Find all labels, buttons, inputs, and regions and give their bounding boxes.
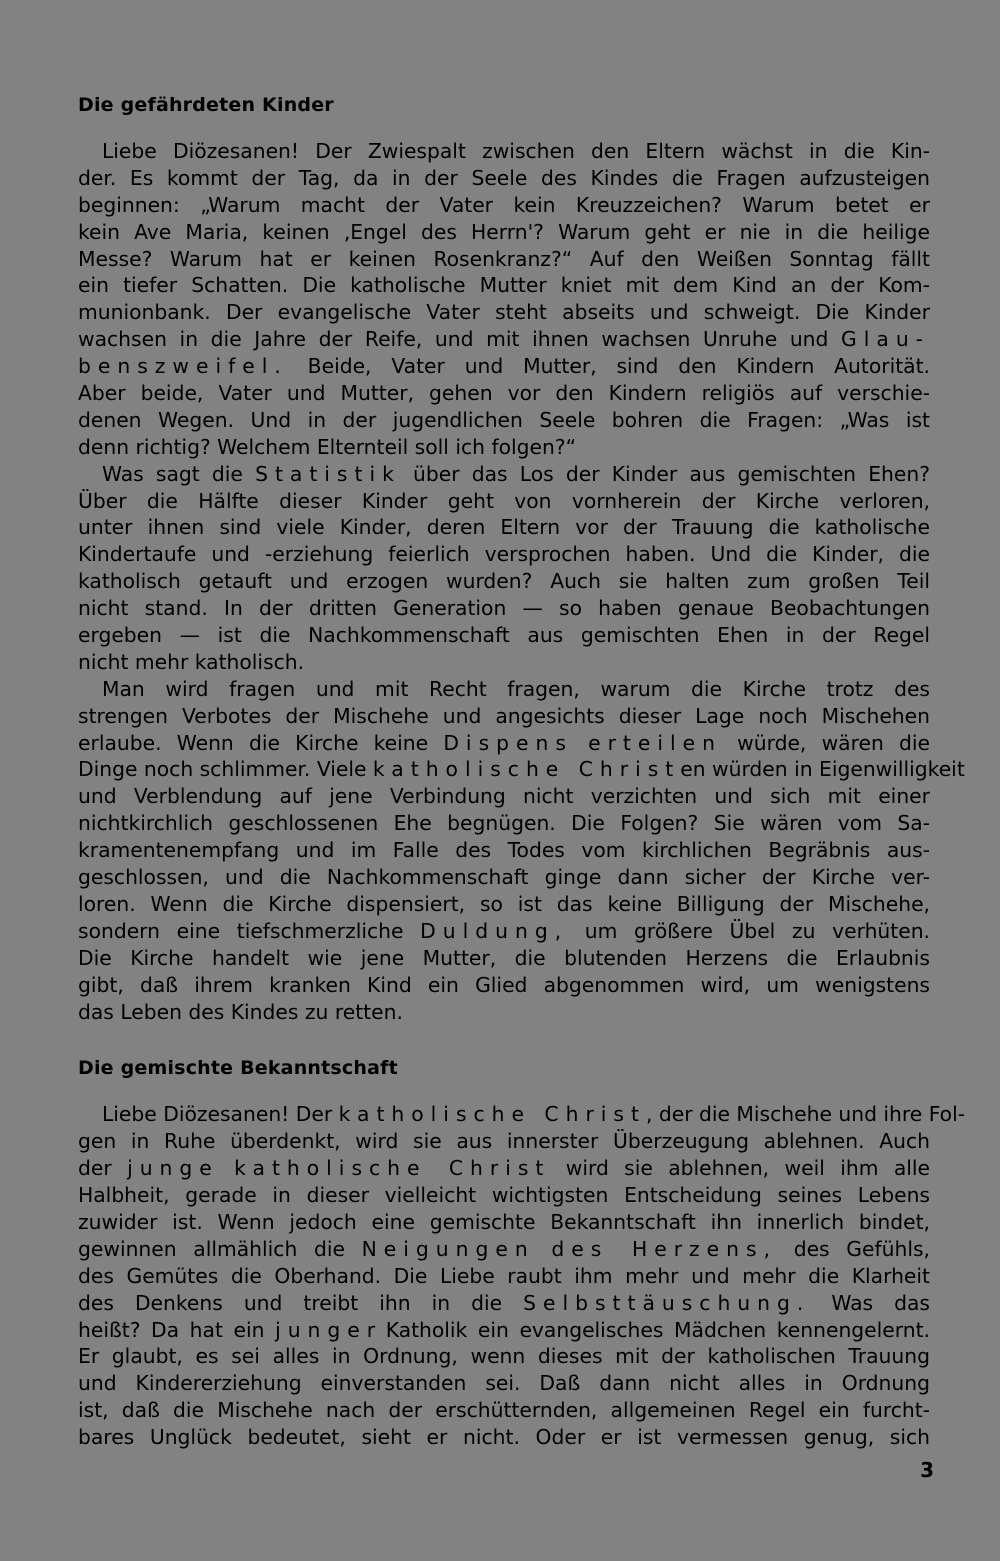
text-line: gibt, daß ihrem kranken Kind ein Glied abgenommen wird, um wenigstens: [78, 972, 930, 997]
text-line: Man wird fragen und mit Recht fragen, warum die Kirche trotz des: [102, 676, 930, 701]
text-line: strengen Verbotes der Mischehe und angesichts dieser Lage noch Mischehen: [78, 703, 930, 728]
text-line: Er glaubt, es sei alles in Ordnung, wenn dieses mit der katholischen Trauung: [78, 1344, 930, 1369]
section-body-gemischte-bekanntschaft: [78, 1101, 966, 1451]
section-heading-gemischte-bekanntschaft: Die gemischte Bekanntschaft: [78, 1057, 398, 1080]
text-line: Aber beide, Vater und Mutter, gehen vor den Kindern religiös auf verschie-: [78, 381, 930, 406]
text-line: ist, daß die Mischehe nach der erschütternden, allgemeinen Regel ein furcht-: [78, 1398, 930, 1423]
text-line: Dinge noch schlimmer. Viele katholische Christen würden in Eigenwilligkeit: [78, 757, 965, 782]
page-number: 3: [920, 1458, 934, 1482]
text-line: ergeben — ist die Nachkommenschaft aus gemischten Ehen in der Regel: [78, 623, 930, 648]
text-line: und Kindererziehung einverstanden sei. Daß dann nicht alles in Ordnung: [78, 1371, 930, 1396]
text-line: der junge katholische Christ wird sie ablehnen, weil ihm alle: [78, 1156, 930, 1181]
text-line: benszweifel. Beide, Vater und Mutter, sind den Kindern Autorität.: [78, 354, 930, 379]
text-line: bares Unglück bedeutet, sieht er nicht. Oder er ist vermessen genug, sich: [78, 1425, 930, 1450]
text-line: unter ihnen sind viele Kinder, deren Eltern vor der Trauung die katholische: [78, 515, 930, 540]
text-line: Kindertaufe und -erziehung feierlich versprochen haben. Und die Kinder, die: [78, 542, 930, 567]
text-line: Messe? Warum hat er keinen Rosenkranz?“ Auf den Weißen Sonntag fällt: [78, 246, 930, 271]
text-line: katholisch getauft und erzogen wurden? Auch sie halten zum großen Teil: [78, 569, 930, 594]
text-line: und Verblendung auf jene Verbindung nicht verzichten und sich mit einer: [78, 784, 930, 809]
text-line: des Gemütes die Oberhand. Die Liebe raubt ihm mehr und mehr die Klarheit: [78, 1263, 930, 1288]
text-line: kein Ave Maria, keinen ‚Engel des Herrn'? Warum geht er nie in die heilige: [78, 219, 930, 244]
text-line: nicht mehr katholisch.: [78, 649, 305, 674]
text-line: wachsen in die Jahre der Reife, und mit ihnen wachsen Unruhe und Glau-: [78, 327, 930, 352]
text-line: Liebe Diözesanen! Der katholische Christ, der die Mischehe und ihre Fol-: [102, 1102, 966, 1127]
text-line: denen Wegen. Und in der jugendlichen Seele bohren die Fragen: „Was ist: [78, 407, 930, 432]
text-line: beginnen: „Warum macht der Vater kein Kreuzzeichen? Warum betet er: [78, 192, 930, 217]
text-line: Liebe Diözesanen! Der Zwiespalt zwischen den Eltern wächst in die Kin-: [102, 139, 930, 163]
text-line: denn richtig? Welchem Elternteil soll ich folgen?“: [78, 434, 577, 459]
text-line: ein tiefer Schatten. Die katholische Mutter kniet mit dem Kind an der Kom-: [78, 273, 930, 298]
text-line: munionbank. Der evangelische Vater steht abseits und schweigt. Die Kinder: [78, 300, 930, 325]
text-line: kramentenempfang und im Falle des Todes vom kirchlichen Begräbnis aus-: [78, 838, 930, 863]
text-line: gewinnen allmählich die Neigungen des Herzens, des Gefühls,: [78, 1236, 930, 1261]
text-line: sondern eine tiefschmerzliche Duldung, um größere Übel zu verhüten.: [78, 918, 931, 943]
text-line: des Denkens und treibt ihn in die Selbsttäuschung. Was das: [78, 1290, 930, 1315]
text-line: Was sagt die Statistik über das Los der Kinder aus gemischten Ehen?: [102, 461, 930, 486]
text-line: gen in Ruhe überdenkt, wird sie aus innerster Überzeugung ablehnen. Auch: [78, 1129, 930, 1154]
text-line: erlaube. Wenn die Kirche keine Dispens erteilen würde, wären die: [78, 730, 930, 755]
text-line: der. Es kommt der Tag, da in der Seele des Kindes die Fragen aufzusteigen: [78, 165, 930, 190]
text-line: nichtkirchlich geschlossenen Ehe begnügen. Die Folgen? Sie wären vom Sa-: [78, 811, 930, 836]
text-line: Über die Hälfte dieser Kinder geht von vornherein der Kirche verloren,: [78, 488, 930, 513]
section-body-gefaehrdete-kinder: [78, 138, 965, 1025]
text-line: Die Kirche handelt wie jene Mutter, die blutenden Herzens die Erlaubnis: [78, 945, 930, 970]
text-line: nicht stand. In der dritten Generation — so haben genaue Beobachtungen: [78, 596, 930, 621]
section-heading-gefaehrdete-kinder: Die gefährdeten Kinder: [78, 94, 334, 116]
text-line: Halbheit, gerade in dieser vielleicht wichtigsten Entscheidung seines Lebens: [78, 1183, 930, 1208]
text-line: heißt? Da hat ein junger Katholik ein evangelisches Mädchen kennengelernt.: [78, 1317, 930, 1342]
document-page: [78, 92, 966, 1451]
text-line: zuwider ist. Wenn jedoch eine gemischte Bekanntschaft ihn innerlich bindet,: [78, 1209, 930, 1234]
text-line: loren. Wenn die Kirche dispensiert, so ist das keine Billigung der Mischehe,: [78, 891, 930, 916]
text-line: geschlossen, und die Nachkommenschaft ginge dann sicher der Kirche ver-: [78, 865, 930, 890]
text-line: das Leben des Kindes zu retten.: [78, 999, 403, 1024]
